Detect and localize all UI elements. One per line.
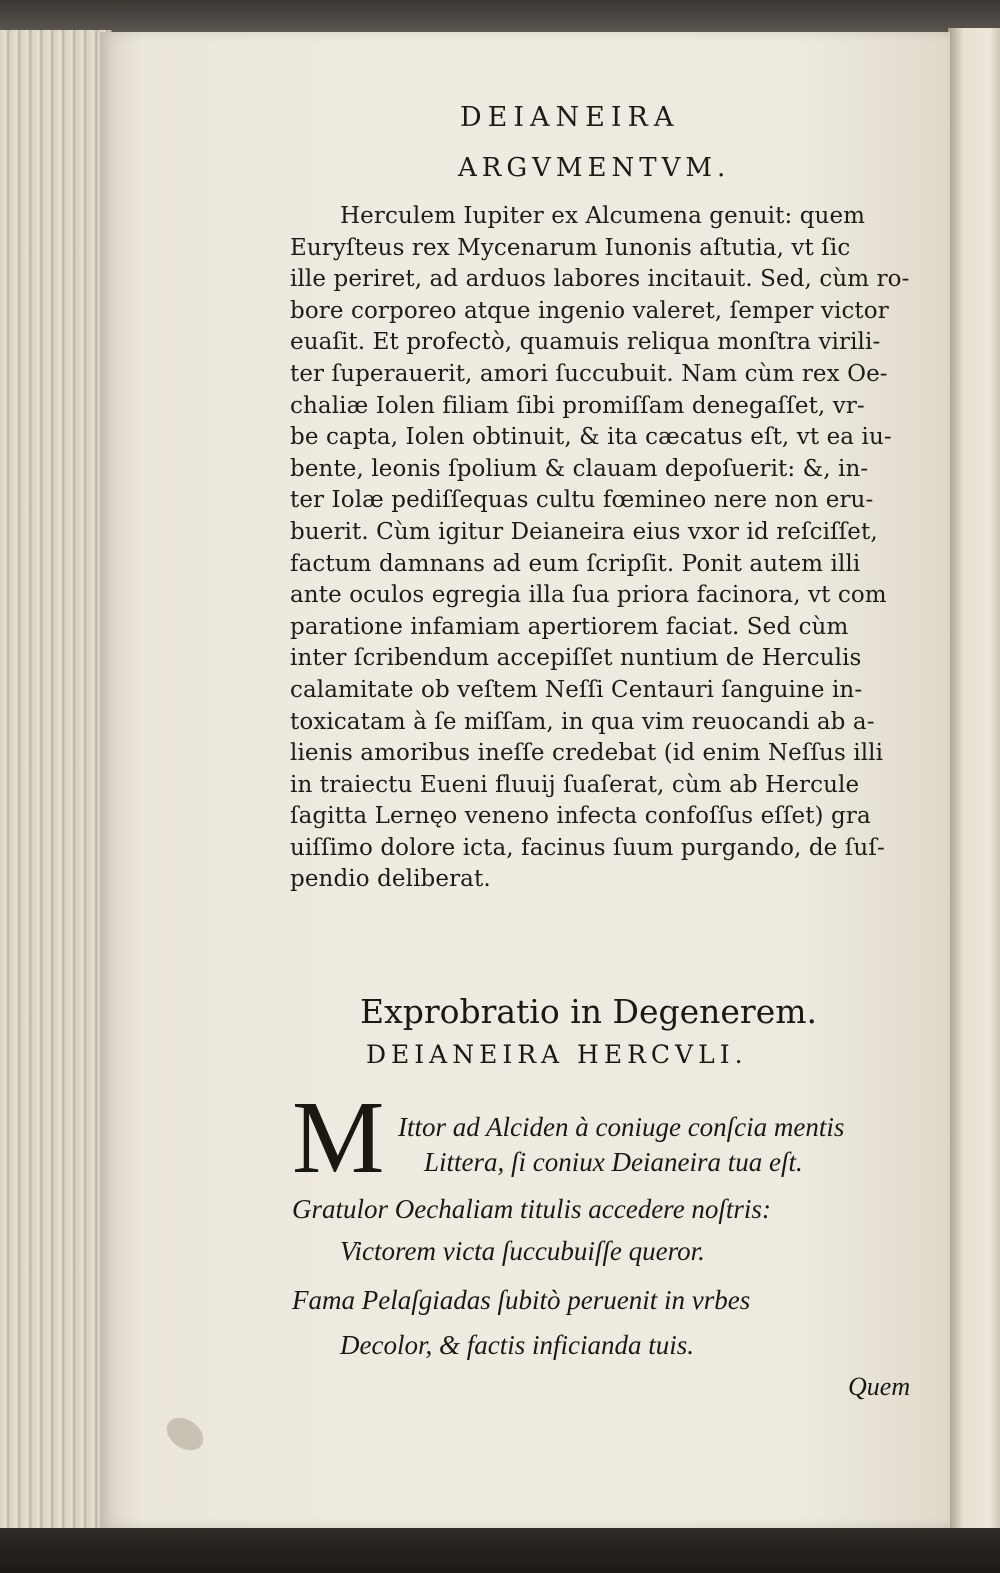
argument-line: ter ſuperauerit, amori ſuccubuit. Nam cùm rex Oe- [290,360,888,387]
verse-line: Fama Pelaſgiadas ſubitò peruenit in vrbes [292,1285,751,1315]
argument-line: euaſit. Et profectò, quamuis reliqua monſtra virili- [290,329,881,356]
argument-line: factum damnans ad eum ſcripſit. Ponit autem illi [290,550,861,577]
argument-line: ille periret, ad arduos labores incitauit. Sed, cùm ro- [290,266,910,293]
argument-text [290,201,942,896]
verse-line: Decolor, & factis inficianda tuis. [340,1330,694,1360]
argument-line: lienis amoribus ineſſe credebat (id enim Neſſus illi [290,740,884,767]
argument-line: bore corporeo atque ingenio valeret, ſemper victor [290,297,889,324]
catchword: Quem [848,1372,911,1401]
argument-line: pendio deliberat. [290,866,491,893]
verse-line: Ittor ad Alciden à coniuge conſcia mentis [398,1112,845,1142]
verse-line: Victorem victa ſuccubuiſſe queror. [340,1236,705,1266]
argument-line: chaliæ Iolen filiam ſibi promiſſam denegaſſet, vr- [290,392,865,419]
verse-line: Gratulor Oechaliam titulis accedere noſtris: [292,1194,771,1224]
book-bottom-edge [0,1528,1000,1573]
argument-line: in traiectu Eueni fluuij ſuaſerat, cùm ab Hercule [290,771,860,798]
drop-cap-initial: M [292,1080,385,1195]
argument-line: be capta, Iolen obtinuit, & ita cæcatus eſt, vt ea iu- [290,424,892,451]
argument-heading: ARGVMENTVM. [458,153,731,183]
argument-line: uiſſimo dolore icta, facinus ſuum purgando, de ſuſ- [290,834,885,861]
argument-line: inter ſcribendum accepiſſet nuntium de Herculis [290,645,862,672]
argument-line: bente, leonis ſpolium & clauam depoſuerit: &, in- [290,455,869,482]
verse-line: Littera, ſi coniux Deianeira tua eſt. [424,1147,803,1177]
argument-line: ſagitta Lernęo veneno infecta confoſſus eſſet) gra [290,803,871,830]
argument-line: paratione infamiam apertiorem faciat. Sed cùm [290,613,849,640]
argument-line: buerit. Cùm igitur Deianeira eius vxor id reſciſſet, [290,518,878,545]
epistle-title: Exprobratio in Degenerem. [360,992,818,1031]
left-page-stack [0,30,112,1530]
epistle-speaker: DEIANEIRA HERCVLI. [366,1040,748,1069]
running-title: DEIANEIRA [460,102,680,133]
argument-line: ante oculos egregia illa ſua priora facinora, vt com [290,582,887,609]
argument-line: ter Iolæ pediſſequas cultu fœmineo nere non eru- [290,487,874,514]
argument-line: toxicatam à ſe miſſam, in qua vim reuocandi ab a- [290,708,875,735]
argument-line: Herculem Iupiter ex Alcumena genuit: quem [340,203,866,229]
argument-line: calamitate ob veſtem Neſſi Centauri ſanguine in- [290,676,863,703]
argument-line: Euryſteus rex Mycenarum Iunonis aſtutia, vt ſic [290,234,851,261]
right-page-edge [948,28,1000,1528]
